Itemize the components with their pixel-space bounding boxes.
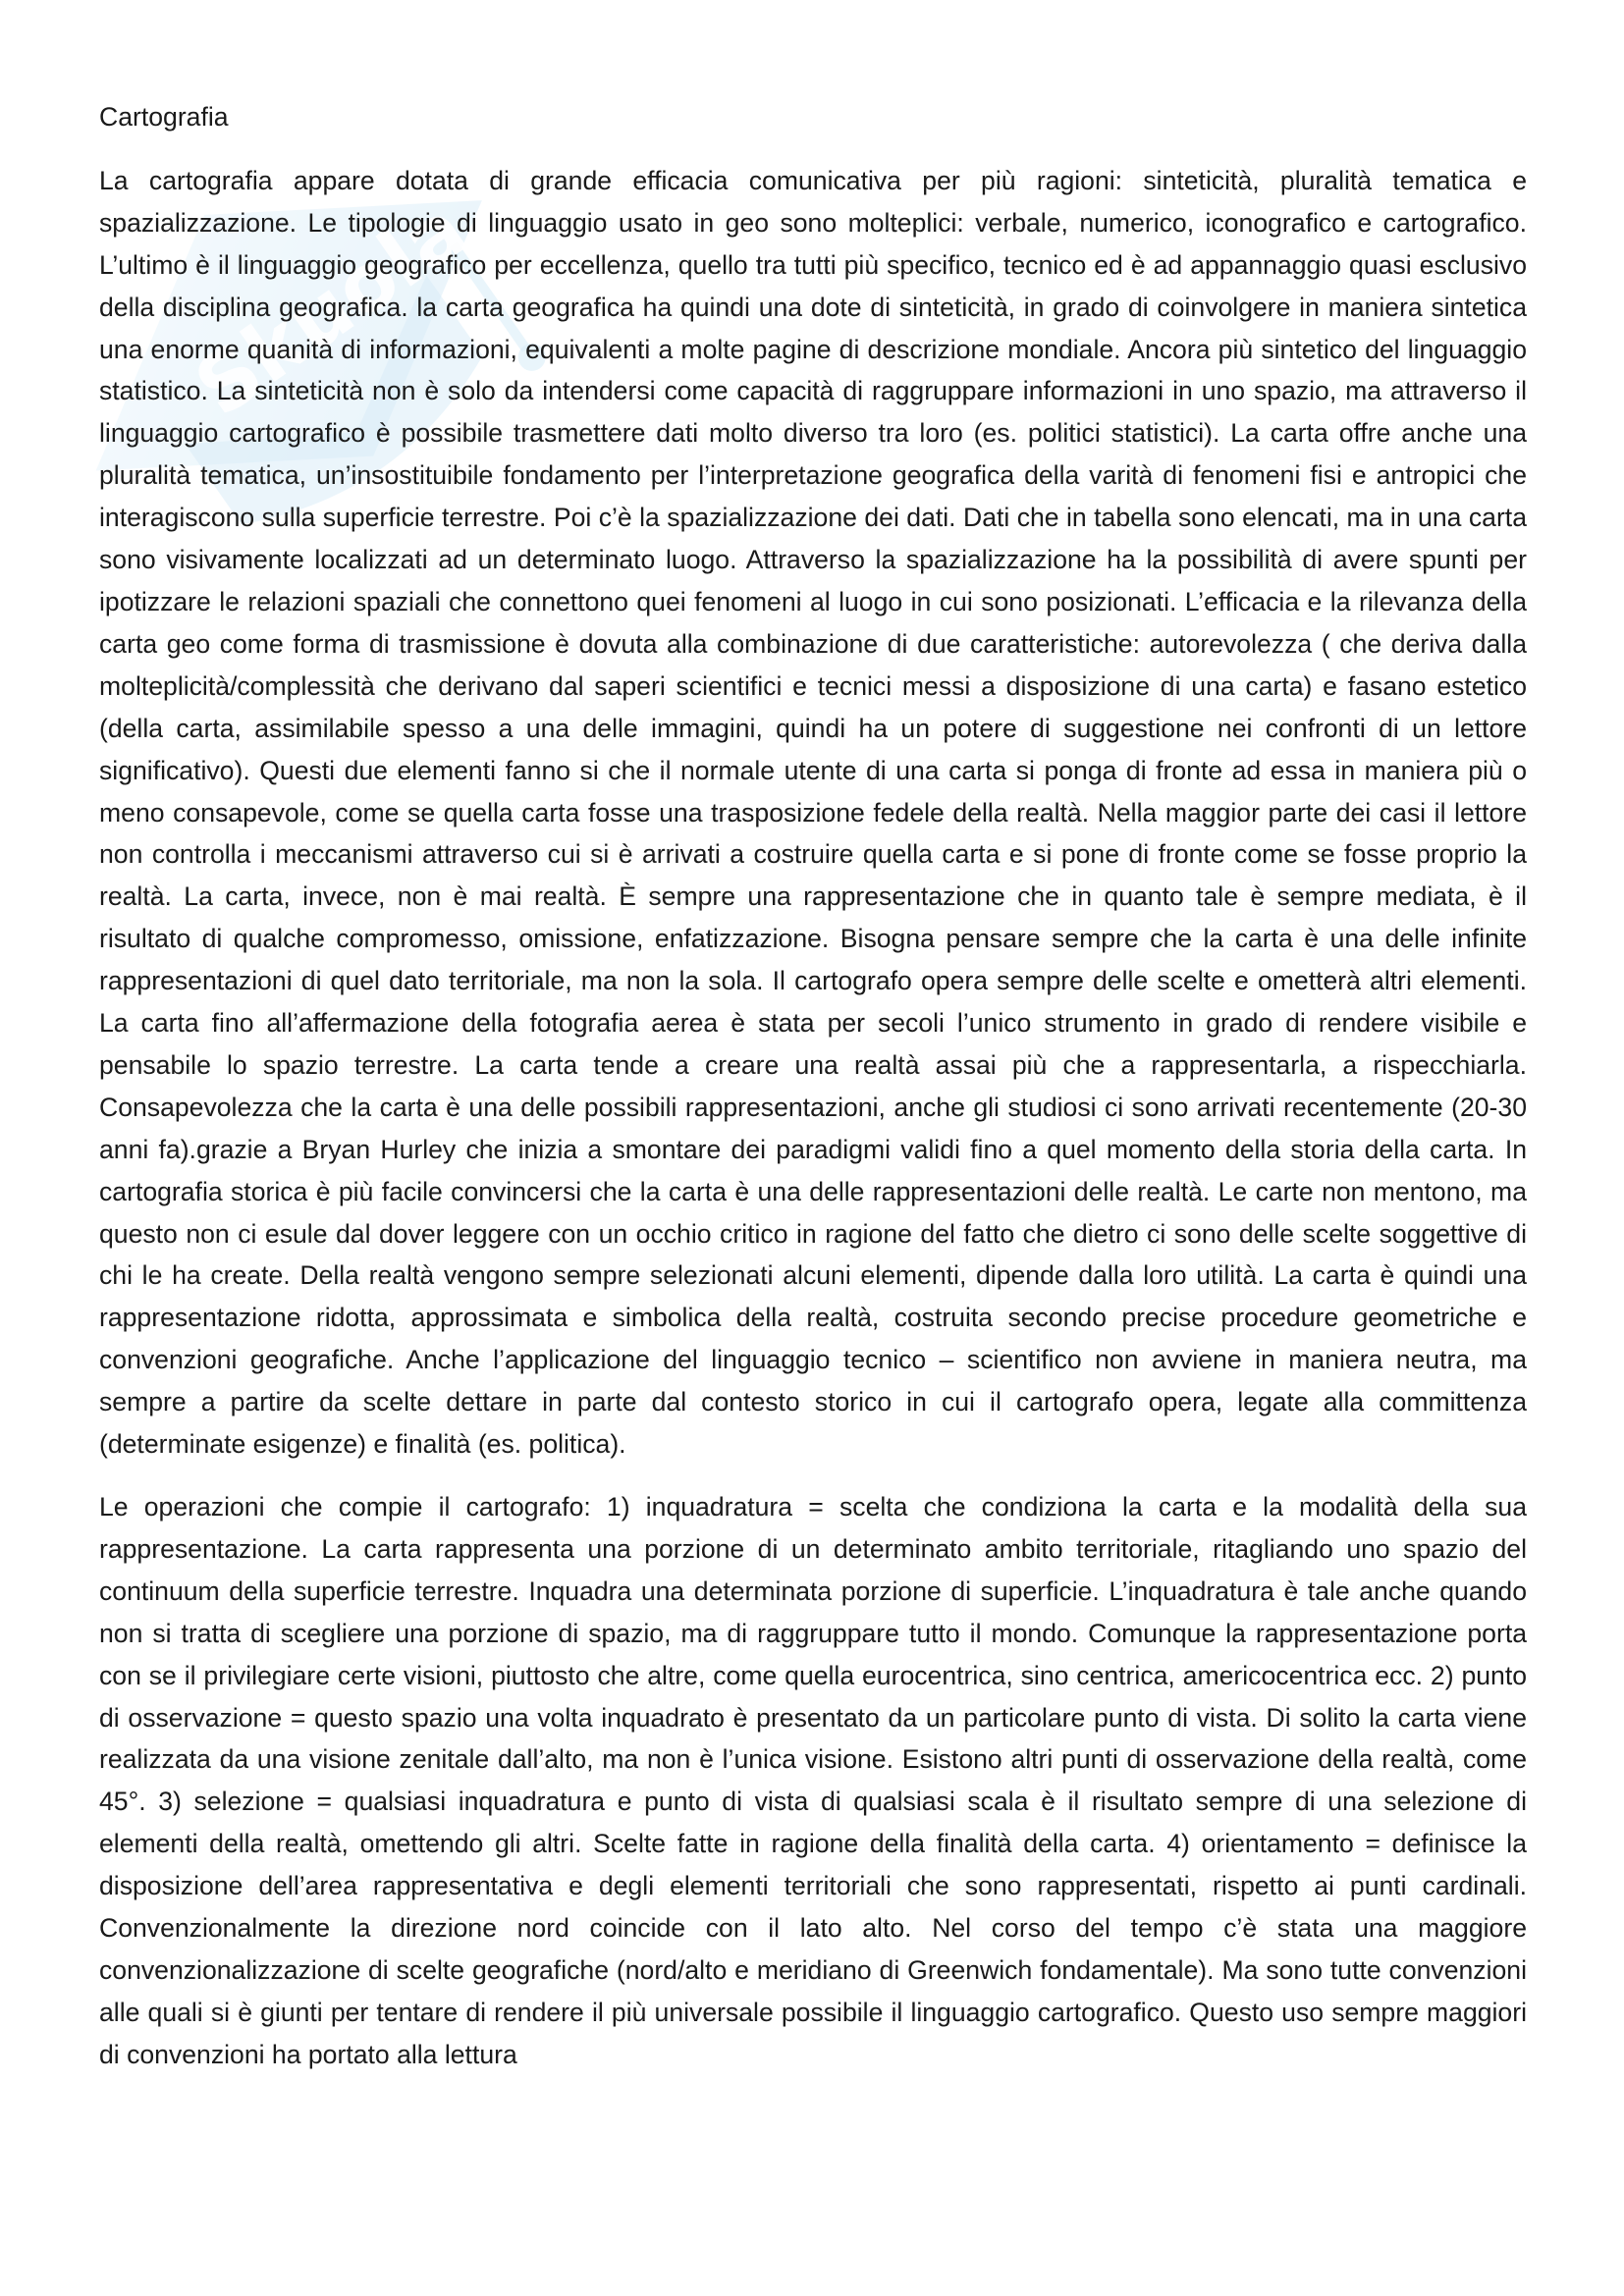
page-title: Cartografia — [99, 102, 229, 132]
document-body — [99, 96, 1527, 2097]
watermark-text: Skuola — [179, 183, 484, 435]
paragraph-operations: Le operazioni che compie il cartografo: 1) inquadratura = scelta che condiziona la carta e la modalità della sua rappresentazione. La carta rappresenta una porzione di un determinato ambito territoriale, ritagliando uno spazio del continuum della superficie terrestre. Inquadra una determinata porzione di superficie. L’inquadratura è tale anche quando non si tratta di scegliere una porzione di spazio, ma di raggruppare tutto il mondo. Comunque la rappresentazione porta con se il privilegiare certe visioni, piuttosto che altre, come quella eurocentrica, sino centrica, americocentrica ecc. 2) punto di osservazione = questo spazio una volta inquadrato è presentato da un particolare punto di vista. Di solito la carta viene realizzata da una visione zenitale dall’alto, ma non è l’unica visione. Esistono altri punti di osservazione della realtà, come 45°. 3) selezione = qualsiasi inquadratura e punto di vista di qualsiasi scala è il risultato sempre di una selezione di elementi della realtà, omettendo gli altri. Scelte fatte in ragione della finalità della carta. 4) orientamento = definisce la disposizione dell’area rappresentativa e degli elementi territoriali che sono rappresentati, rispetto ai punti cardinali. Convenzionalmente la direzione nord coincide con il lato alto. Nel corso del tempo c’è stata una maggiore convenzionalizzazione di scelte geografiche (nord/alto e meridiano di Greenwich fondamentale). Ma sono tutte convenzioni alle quali si è giunti per tentare di rendere il più universale possibile il linguaggio cartografico. Questo uso sempre maggiori di convenzioni ha portato alla lettura — [99, 1492, 1527, 2069]
paragraph-intro: La cartografia appare dotata di grande efficacia comunicativa per più ragioni: sinteticità, pluralità tematica e spazializzazione. Le tipologie di linguaggio usato in geo sono molteplici: verbale, numerico, iconografico e cartografico. L’ultimo è il linguaggio geografico per eccellenza, quello tra tutti più specifico, tecnico ed è ad appannaggio quasi esclusivo della disciplina geografica. la carta geografica ha quindi una dote di sinteticità, in grado di coinvolgere in maniera sintetica una enorme quanità di informazioni, equivalenti a molte pagine di descrizione mondiale. Ancora più sintetico del linguaggio statistico. La sinteticità non è solo da intendersi come capacità di raggruppare informazioni in uno spazio, ma attraverso il linguaggio cartografico è possibile trasmettere dati molto diverso tra loro (es. politici statistici). La carta offre anche una pluralità tematica, un’insostituibile fondamento per l’interpretazione geografica della varità di fenomeni fisi e antropici che interagiscono sulla superficie terrestre. Poi c’è la spazializzazione dei dati. Dati che in tabella sono elencati, ma in una carta sono visivamente localizzati ad un determinato luogo. Attraverso la spazializzazione ha la possibilità di avere spunti per ipotizzare le relazioni spaziali che connettono quei fenomeni al luogo in cui sono posizionati. L’efficacia e la rilevanza della carta geo come forma di trasmissione è dovuta alla combinazione di due caratteristiche: autorevolezza ( che deriva dalla molteplicità/complessità che derivano dal saperi scientifici e tecnici messi a disposizione di una carta) e fasano estetico (della carta, assimilabile spesso a una delle immagini, quindi ha un potere di suggestione nei confronti di un lettore significativo). Questi due elementi fanno si che il normale utente di una carta si ponga di fronte ad essa in maniera più o meno consapevole, come se quella carta fosse una trasposizione fedele della realtà. Nella maggior parte dei casi il lettore non controlla i meccanismi attraverso cui si è arrivati a costruire quella carta e si pone di fronte come se fosse proprio la realtà. La carta, invece, non è mai realtà. È sempre una rappresentazione che in quanto tale è sempre mediata, è il risultato di qualche compromesso, omissione, enfatizzazione. Bisogna pensare sempre che la carta è una delle infinite rappresentazioni di quel dato territoriale, ma non la sola. Il cartografo opera sempre delle scelte e ometterà altri elementi. La carta fino all’affermazione della fotografia aerea è stata per secoli l’unico strumento in grado di rendere visibile e pensabile lo spazio terrestre. La carta tende a creare una realtà assai più che a rappresentarla, a rispecchiarla. Consapevolezza che la carta è una delle possibili rappresentazioni, anche gli studiosi ci sono arrivati recentemente (20-30 anni fa).grazie a Bryan Hurley che inizia a smontare dei paradigmi validi fino a quel momento della storia della carta. In cartografia storica è più facile convincersi che la carta è una delle rappresentazioni delle realtà. Le carte non mentono, ma questo non ci esule dal dover leggere con un occhio critico in ragione del fatto che dietro ci sono delle scelte soggettive di chi le ha create. Della realtà vengono sempre selezionati alcuni elementi, dipende dalla loro utilità. La carta è quindi una rappresentazione ridotta, approssimata e simbolica della realtà, costruita secondo precise procedure geometriche e convenzioni geografiche. Anche l’applicazione del linguaggio tecnico – scientifico non avviene in maniera neutra, ma sempre a partire da scelte dettare in parte dal contesto storico in cui il cartografo opera, legate alla committenza (determinate esigenze) e finalità (es. politica). — [99, 165, 1527, 1460]
